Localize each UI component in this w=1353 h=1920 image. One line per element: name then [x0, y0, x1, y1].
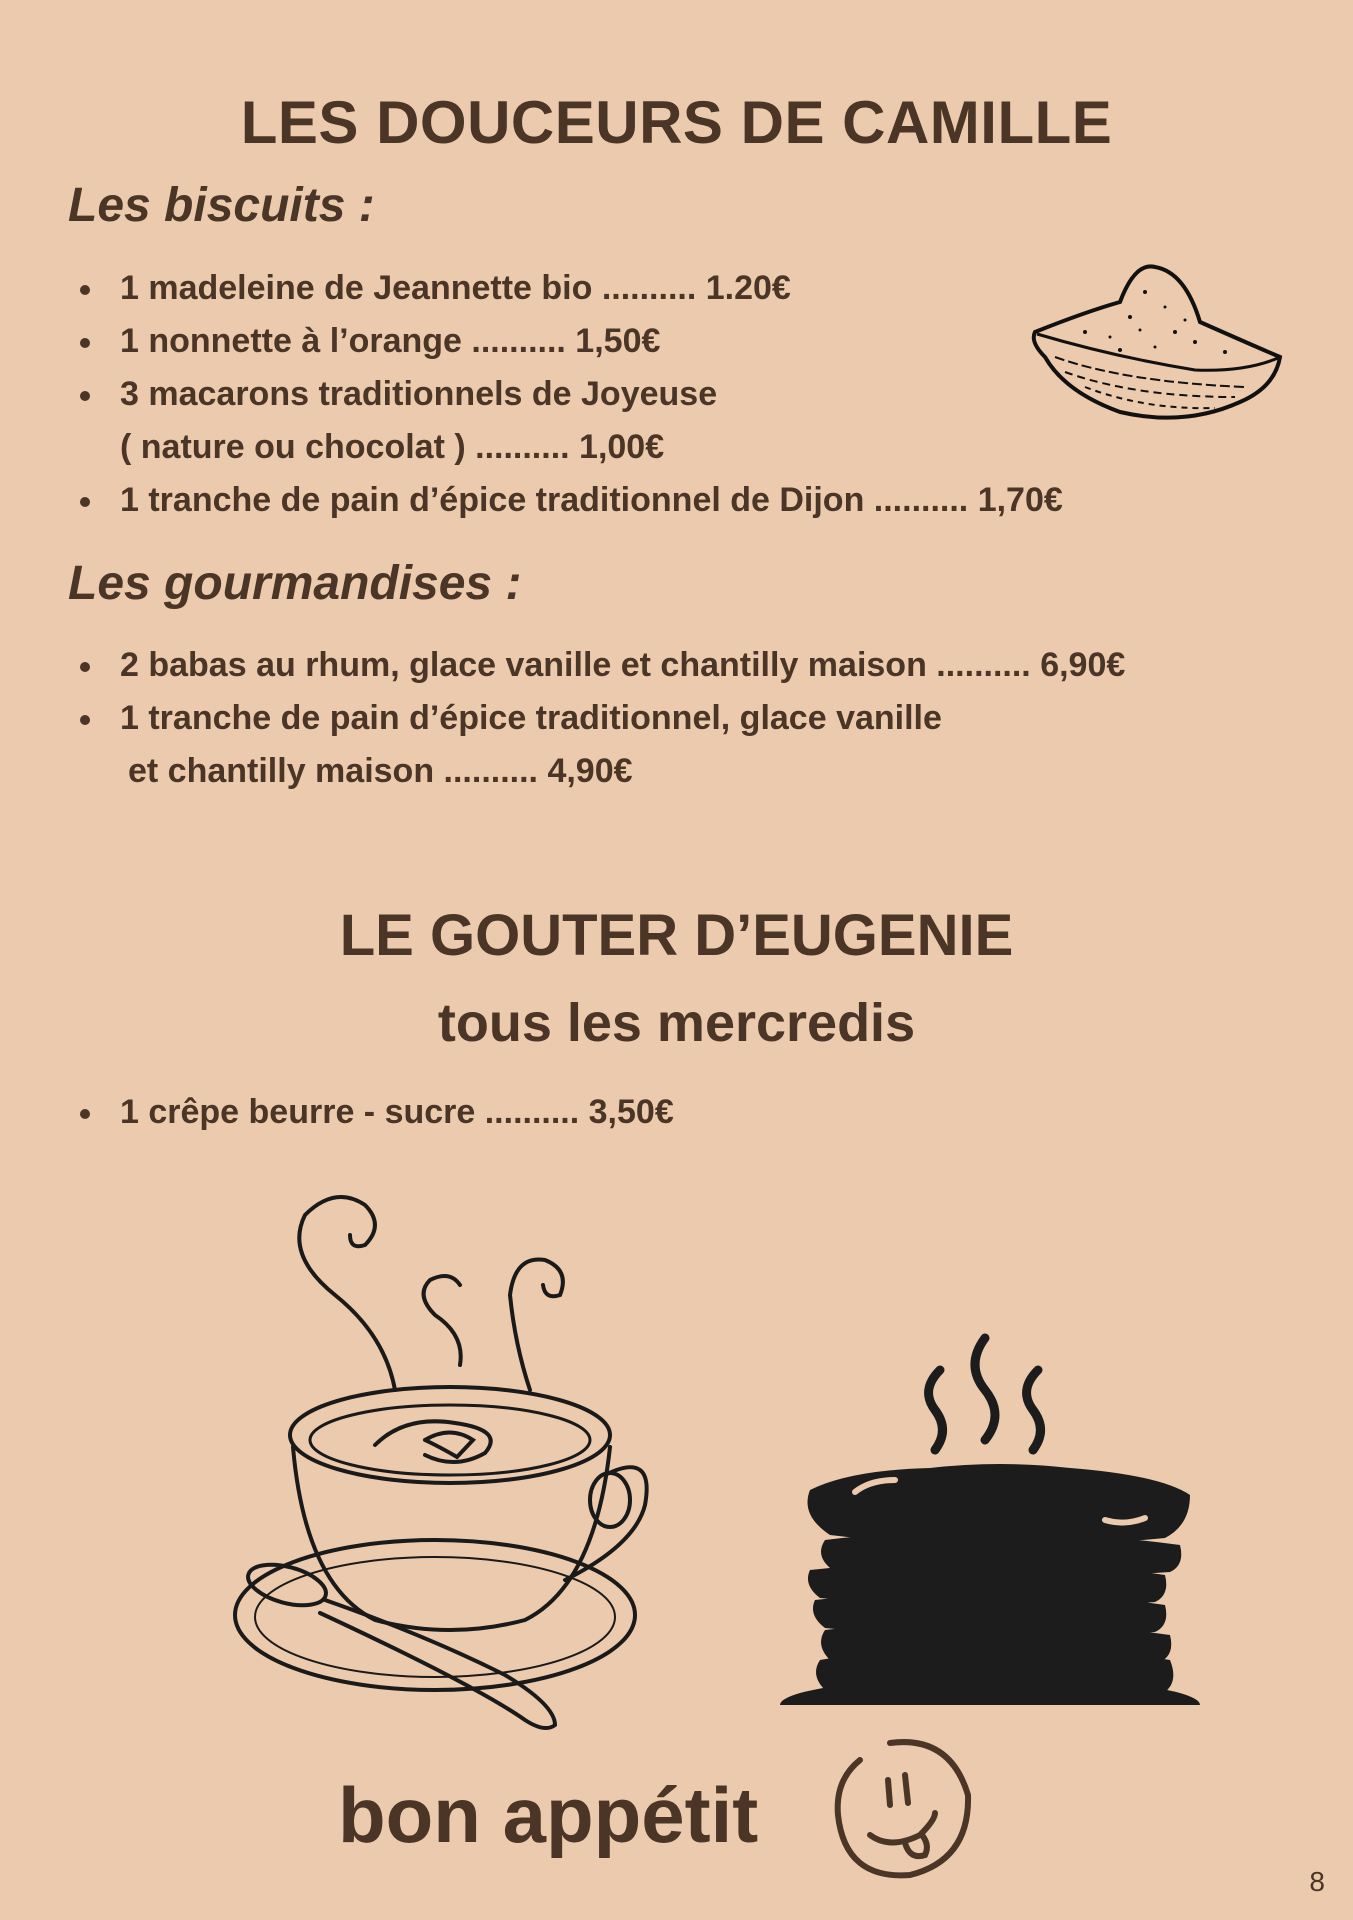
- list-item: [76, 1086, 674, 1139]
- biscuits-heading: Les biscuits :: [68, 179, 375, 232]
- pancake-stack-icon: [770, 1330, 1220, 1705]
- tongue-smiley-icon: [830, 1735, 975, 1880]
- item-text: 2 babas au rhum, glace vanille et chantilly maison .......... 6,90€: [120, 646, 1126, 684]
- item-text: 1 crêpe beurre - sucre .......... 3,50€: [120, 1093, 674, 1131]
- tongue-smiley-illustration: [830, 1735, 975, 1880]
- list-item: [76, 368, 1063, 474]
- item-text: 1 madeleine de Jeannette bio .......... 1.20€: [120, 269, 791, 307]
- item-text: 3 macarons traditionnels de Joyeuse: [120, 375, 718, 413]
- item-text: 1 nonnette à l’orange .......... 1,50€: [120, 322, 661, 360]
- list-item: [76, 315, 1063, 368]
- madeleine-illustration: [1025, 262, 1285, 427]
- item-continuation: et chantilly maison .......... 4,90€: [128, 752, 633, 790]
- gouter-title: LE GOUTER D’EUGENIE: [339, 903, 1014, 968]
- gourmandises-list: [76, 639, 1125, 798]
- gourmandises-heading: Les gourmandises :: [68, 557, 522, 610]
- douceurs-title: LES DOUCEURS DE CAMILLE: [240, 89, 1113, 156]
- page-number: 8: [1309, 1866, 1325, 1897]
- madeleine-icon: [1025, 262, 1285, 427]
- coffee-cup-icon: [225, 1185, 665, 1735]
- item-text: 1 tranche de pain d’épice traditionnel de Dijon .......... 1,70€: [120, 481, 1063, 519]
- gouter-subtitle: tous les mercredis: [437, 993, 916, 1053]
- item-continuation: ( nature ou chocolat ) .......... 1,00€: [120, 428, 665, 466]
- list-item: [76, 639, 1125, 692]
- list-item: [76, 692, 1125, 798]
- item-text: 1 tranche de pain d’épice traditionnel, glace vanille: [120, 699, 942, 737]
- gouter-list: [76, 1086, 674, 1139]
- bon-appetit-text: bon appétit: [338, 1771, 759, 1859]
- coffee-cup-illustration: [225, 1185, 665, 1735]
- biscuits-list: [76, 262, 1063, 527]
- pancake-stack-illustration: [770, 1330, 1220, 1705]
- list-item: [76, 262, 1063, 315]
- list-item: [76, 474, 1063, 527]
